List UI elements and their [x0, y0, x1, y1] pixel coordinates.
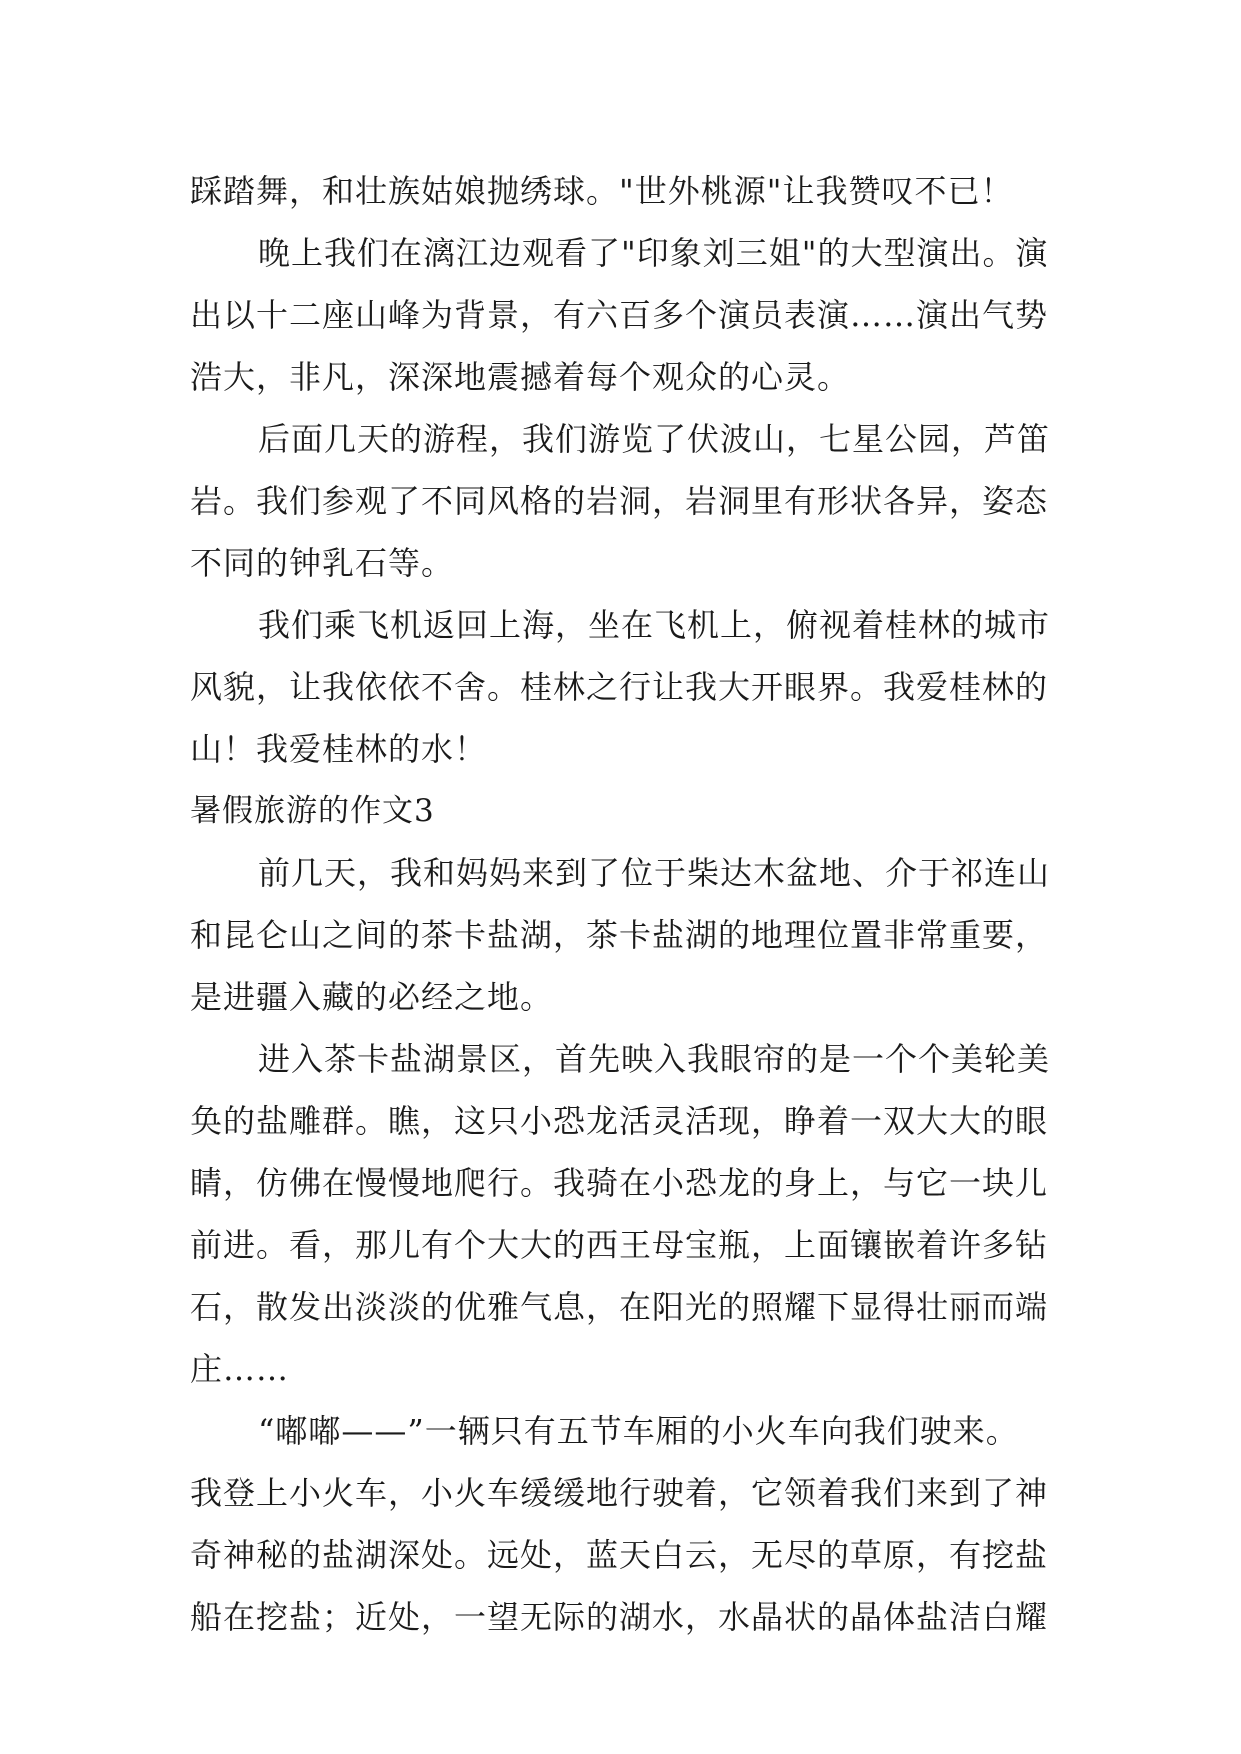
- text-line-19: 石，散发出淡淡的优雅气息，在阳光的照耀下显得壮丽而端: [190, 1288, 1049, 1326]
- text-line-15: 进入茶卡盐湖景区，首先映入我眼帘的是一个个美轮美: [258, 1040, 1051, 1078]
- text-line-23: 奇神秘的盐湖深处。远处，蓝天白云，无尽的草原，有挖盐: [190, 1536, 1049, 1574]
- document-page: [190, 160, 1060, 1648]
- text-line-5: 后面几天的游程，我们游览了伏波山，七星公园，芦笛: [258, 420, 1051, 458]
- text-line-3: 出以十二座山峰为背景，有六百多个演员表演……演出气势: [190, 296, 1049, 334]
- text-line-24: 船在挖盐；近处，一望无际的湖水，水晶状的晶体盐洁白耀: [190, 1598, 1049, 1636]
- text-line-20: 庄……: [190, 1350, 290, 1388]
- text-line-8: 我们乘飞机返回上海，坐在飞机上，俯视着桂林的城市: [258, 606, 1051, 644]
- text-line-4: 浩大，非凡，深深地震撼着每个观众的心灵。: [190, 358, 851, 396]
- text-line-12: 前几天，我和妈妈来到了位于柴达木盆地、介于祁连山: [258, 854, 1051, 892]
- text-line-10: 山！我爱桂林的水！: [190, 730, 488, 768]
- text-line-17: 睛，仿佛在慢慢地爬行。我骑在小恐龙的身上，与它一块儿: [190, 1164, 1049, 1202]
- text-line-18: 前进。看，那儿有个大大的西王母宝瓶，上面镶嵌着许多钻: [190, 1226, 1049, 1264]
- text-line-2: 晚上我们在漓江边观看了"印象刘三姐"的大型演出。演: [258, 234, 1049, 272]
- text-line-21: “嘟嘟——”一辆只有五节车厢的小火车向我们驶来。: [258, 1412, 1019, 1450]
- text-line-9: 风貌，让我依依不舍。桂林之行让我大开眼界。我爱桂林的: [190, 668, 1049, 706]
- text-line-13: 和昆仑山之间的茶卡盐湖，茶卡盐湖的地理位置非常重要，: [190, 916, 1049, 954]
- text-line-22: 我登上小火车，小火车缓缓地行驶着，它领着我们来到了神: [190, 1474, 1049, 1512]
- text-line-16: 奂的盐雕群。瞧，这只小恐龙活灵活现，睁着一双大大的眼: [190, 1102, 1049, 1140]
- text-line-7: 不同的钟乳石等。: [190, 544, 455, 582]
- text-line-1: 踩踏舞，和壮族姑娘抛绣球。"世外桃源"让我赞叹不已！: [190, 172, 1014, 210]
- section-heading: 暑假旅游的作文3: [190, 793, 435, 829]
- text-line-14: 是进疆入藏的必经之地。: [190, 978, 554, 1016]
- text-line-6: 岩。我们参观了不同风格的岩洞，岩洞里有形状各异，姿态: [190, 482, 1049, 520]
